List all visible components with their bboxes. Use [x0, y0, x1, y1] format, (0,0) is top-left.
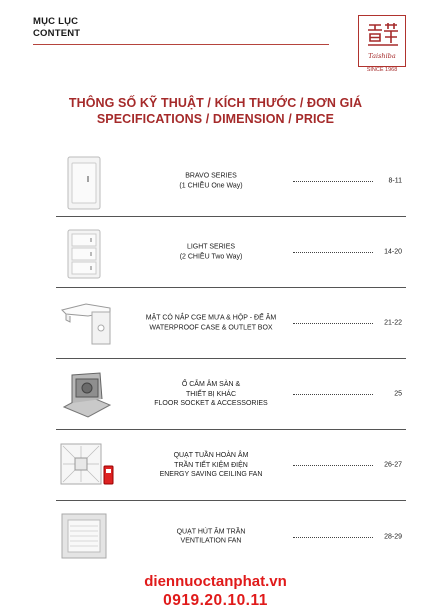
- section-title: [0, 95, 431, 127]
- toc-page-number: 26-27: [384, 461, 402, 469]
- waterproof-case-icon: [58, 296, 116, 352]
- toc-page-number: 21-22: [384, 319, 402, 327]
- toc-leader-dots: [293, 537, 373, 538]
- footer-contact: [0, 573, 431, 610]
- three-gang-switch-icon: [58, 225, 116, 281]
- ventilation-fan-icon: [58, 509, 116, 565]
- toc-entry-label: LIGHT SERIES (2 CHIỀU Two Way): [179, 243, 243, 260]
- toc-leader-dots: [293, 323, 373, 324]
- toc-entry-ventilation-fan[interactable]: [56, 501, 406, 572]
- section-title-vi: THÔNG SỐ KỸ THUẬT / KÍCH THƯỚC / ĐƠN GIÁ: [68, 96, 363, 110]
- toc-entry-label: BRAVO SERIES (1 CHIỀU One Way): [179, 172, 243, 189]
- section-title-en: SPECIFICATIONS / DIMENSION / PRICE: [96, 112, 335, 126]
- header-title-en: CONTENT: [33, 28, 81, 39]
- toc-page-number: 28-29: [384, 533, 402, 540]
- toc-entry-label: QUẠT TUẦN HOÀN ÂM TRẦN TIẾT KIỆM ĐIỆN ENERGY SAVING CEILING FAN: [159, 451, 263, 478]
- toc-page-number: 25: [394, 390, 402, 398]
- floor-socket-icon: [58, 367, 116, 423]
- toc-leader-dots: [293, 394, 373, 395]
- logo-brand-text: Taishiba: [368, 52, 396, 60]
- logo-since: SINCE 1968: [366, 67, 398, 73]
- logo-mark-icon: [365, 21, 401, 51]
- one-way-switch-icon: [58, 154, 116, 210]
- toc-page-number: 8-11: [388, 177, 402, 185]
- header: [33, 16, 80, 40]
- toc-list: [56, 146, 406, 572]
- toc-entry-bravo-series[interactable]: [56, 146, 406, 217]
- toc-entry-light-series[interactable]: [56, 217, 406, 288]
- header-divider: [33, 44, 329, 45]
- toc-entry-label: Ổ CẮM ÂM SÀN & THIẾT BỊ KHÁC FLOOR SOCKET & ACCESSORIES: [154, 380, 268, 407]
- toc-entry-label: QUẠT HÚT ÂM TRẦN VENTILATION FAN: [176, 528, 246, 545]
- toc-entry-floor-socket[interactable]: [56, 359, 406, 430]
- brand-logo: [358, 15, 406, 67]
- footer-phone[interactable]: 0919.20.10.11: [163, 592, 268, 609]
- ceiling-fan-icon: [58, 438, 116, 494]
- toc-leader-dots: [293, 252, 373, 253]
- toc-leader-dots: [293, 181, 373, 182]
- footer-website[interactable]: diennuoctanphat.vn: [144, 573, 287, 590]
- toc-entry-ceiling-fan[interactable]: [56, 430, 406, 501]
- toc-page-number: 14-20: [384, 248, 402, 256]
- toc-leader-dots: [293, 465, 373, 466]
- header-title-vi: MỤC LỤC: [33, 16, 79, 27]
- toc-entry-waterproof-case[interactable]: [56, 288, 406, 359]
- toc-entry-label: MẶT CÓ NẮP CGE MƯA & HỘP - ĐẾ ÂM WATERPROOF CASE & OUTLET BOX: [145, 314, 277, 331]
